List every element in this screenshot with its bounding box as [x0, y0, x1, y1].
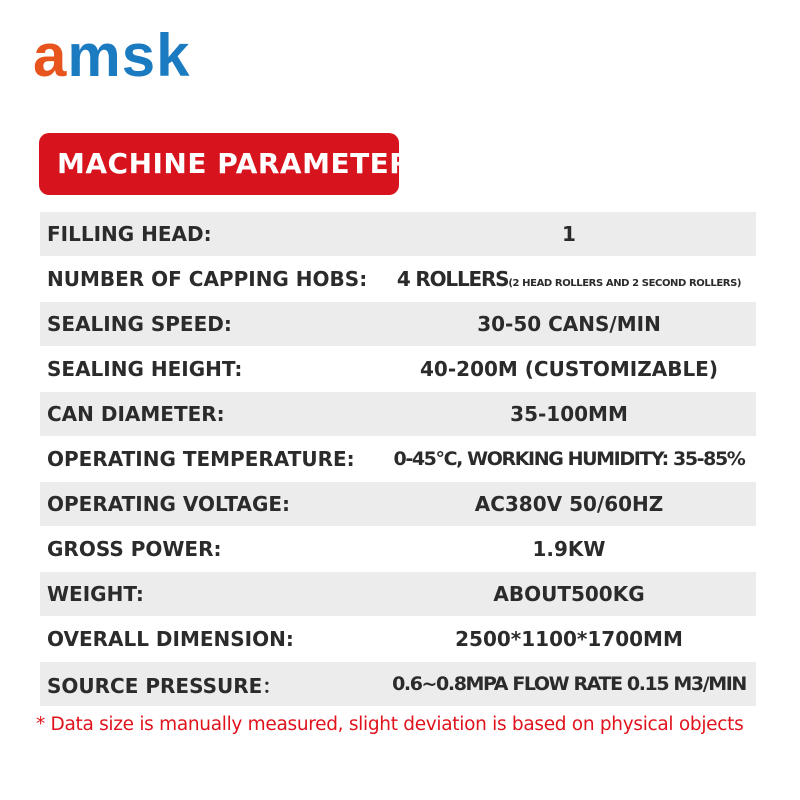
table-row [40, 392, 756, 437]
logo-letter-a: a [33, 22, 68, 89]
logo-letters-msk: msk [67, 22, 191, 89]
row-value: 1.9KW [532, 537, 606, 561]
amsk-logo [33, 22, 190, 90]
table-row [40, 347, 756, 392]
row-value: 1 [562, 222, 576, 246]
table-row [40, 212, 756, 257]
table-row [40, 527, 756, 572]
row-label: WEIGHT: [47, 582, 144, 606]
row-label: GROSS POWER: [47, 537, 222, 561]
row-label: SEALING HEIGHT: [47, 357, 243, 381]
row-value: ABOUT500KG [493, 582, 645, 606]
footnote: * Data size is manually measured, slight deviation is based on physical objects [36, 714, 744, 735]
table-row [40, 572, 756, 617]
table-row [40, 662, 756, 707]
row-value: AC380V 50/60HZ [474, 492, 664, 516]
row-value: 30-50 CANS/MIN [477, 312, 661, 336]
row-value: 0.6~0.8MPA FLOW RATE 0.15 M3/MIN [392, 673, 746, 695]
row-label: NUMBER OF CAPPING HOBS: [47, 267, 368, 291]
parameter-table [40, 212, 756, 707]
row-value: 40-200M (CUSTOMIZABLE) [420, 357, 718, 381]
row-value-main: 4 ROLLERS [396, 267, 509, 291]
row-label: OVERALL DIMENSION: [47, 627, 294, 651]
row-label: OPERATING TEMPERATURE: [47, 447, 355, 471]
row-value [382, 267, 756, 291]
table-row [40, 302, 756, 347]
row-label: FILLING HEAD: [47, 222, 212, 246]
row-value: 35-100MM [510, 402, 628, 426]
row-value: 0-45°C, WORKING HUMIDITY: 35-85% [393, 448, 745, 470]
table-row [40, 617, 756, 662]
row-label: OPERATING VOLTAGE: [47, 492, 291, 516]
page-title: MACHINE PARAMETER [39, 133, 399, 195]
row-value-note: (2 HEAD ROLLERS AND 2 SECOND ROLLERS) [508, 278, 742, 289]
row-label: SEALING SPEED: [47, 312, 232, 336]
table-row [40, 482, 756, 527]
row-label: SOURCE PRESSURE： [47, 673, 283, 698]
table-row [40, 257, 756, 302]
row-value: 2500*1100*1700MM [455, 627, 683, 651]
table-row [40, 437, 756, 482]
row-label: CAN DIAMETER: [47, 402, 225, 426]
